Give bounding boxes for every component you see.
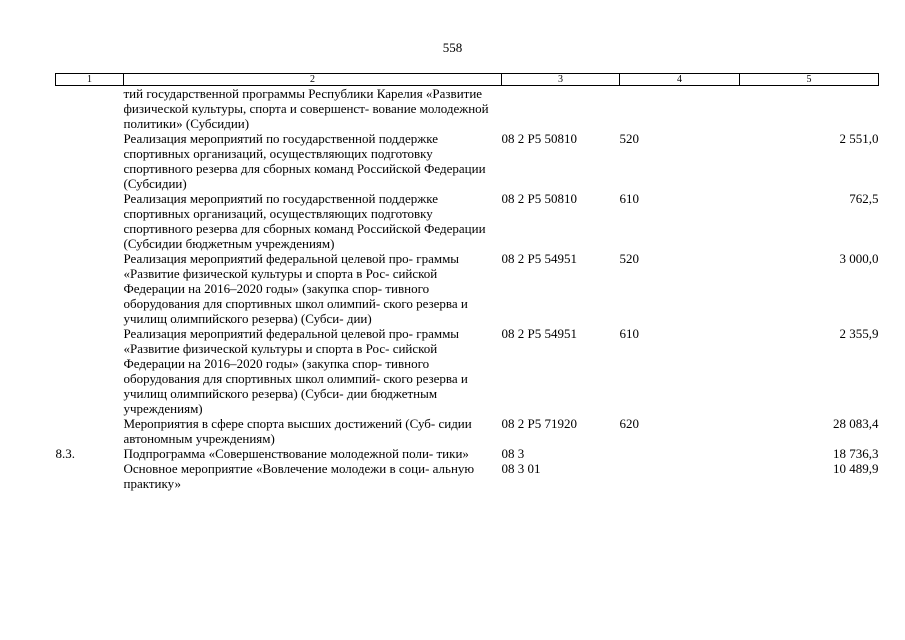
- col-header-5: 5: [740, 74, 879, 86]
- row-name: Мероприятия в сфере спорта высших достижений (Суб- сидии автономным учреждениям): [123, 416, 472, 446]
- row-amount: 18 736,3: [833, 446, 879, 461]
- row-amount: 2 355,9: [839, 326, 879, 341]
- row-code: 08 2 Р5 54951: [501, 251, 577, 266]
- row-type: [620, 461, 740, 491]
- row-amount: 762,5: [849, 191, 879, 206]
- row-type: 610: [619, 191, 639, 206]
- row-type: 520: [619, 131, 639, 146]
- row-type: 620: [619, 416, 639, 431]
- row-code: 08 2 Р5 54951: [501, 326, 577, 341]
- row-amount: 2 551,0: [839, 131, 879, 146]
- row-name: Основное мероприятие «Вовлечение молодежи в соци- альную практику»: [123, 461, 475, 491]
- page-number: 558: [442, 40, 463, 55]
- col-header-2: 2: [124, 74, 502, 86]
- row-type: [620, 446, 740, 461]
- table-header: [56, 74, 879, 86]
- row-type: 520: [619, 251, 639, 266]
- row-amount: 28 083,4: [833, 416, 879, 431]
- row-number: [56, 86, 124, 132]
- row-code: [502, 86, 620, 132]
- table-row: [56, 131, 879, 191]
- table-row: [56, 86, 879, 132]
- row-number: [56, 461, 124, 491]
- row-amount: 10 489,9: [833, 461, 879, 476]
- row-code: 08 2 Р5 50810: [501, 131, 577, 146]
- col-header-1: 1: [56, 74, 124, 86]
- row-name: Реализация мероприятий по государственной поддержке спортивных организаций, осуществляющих подготовку спортивного резерва для сборных команд Российской Федерации (Субсидии): [123, 131, 486, 191]
- row-number: [56, 326, 124, 416]
- row-code: 08 3 01: [501, 461, 541, 476]
- row-number: [56, 251, 124, 326]
- row-type: 610: [619, 326, 639, 341]
- row-number: [56, 416, 124, 446]
- row-number: [56, 131, 124, 191]
- row-number: [56, 191, 124, 251]
- table-row: [56, 416, 879, 446]
- table-row: [56, 326, 879, 416]
- col-header-3: 3: [502, 74, 620, 86]
- col-header-4: 4: [620, 74, 740, 86]
- row-amount: [740, 86, 879, 132]
- row-amount: 3 000,0: [839, 251, 879, 266]
- table-row: [56, 461, 879, 491]
- row-number: 8.3.: [55, 446, 75, 461]
- table-row: [56, 191, 879, 251]
- row-name: Реализация мероприятий федеральной целевой про- граммы «Развитие физической культуры и спорта в Рос- сийской Федерации на 2016–2020 годы» (закупка спор- тивного оборудования для спортивных школ олимпий- ского резерва и училищ олимпийского резерва) (Субси- дии бюджетным учреждениям): [123, 326, 468, 416]
- row-code: 08 2 Р5 71920: [501, 416, 577, 431]
- row-name: Подпрограмма «Совершенствование молодежной поли- тики»: [123, 446, 469, 461]
- table-row: [56, 446, 879, 461]
- budget-table: [55, 73, 879, 491]
- row-code: 08 3: [501, 446, 525, 461]
- row-name: Реализация мероприятий по государственной поддержке спортивных организаций, осуществляющих подготовку спортивного резерва для сборных команд Российской Федерации (Субсидии бюджетным учреждениям): [123, 191, 486, 251]
- row-type: [620, 86, 740, 132]
- row-name: Реализация мероприятий федеральной целевой про- граммы «Развитие физической культуры и спорта в Рос- сийской Федерации на 2016–2020 годы» (закупка спор- тивного оборудования для спортивных школ олимпий- ского резерва и училищ олимпийского резерва) (Субси- дии): [123, 251, 468, 326]
- row-code: 08 2 Р5 50810: [501, 191, 577, 206]
- row-name: тий государственной программы Республики Карелия «Развитие физической культуры, спорта и совершенст- вование молодежной политики» (Субсидии): [123, 86, 489, 131]
- table-row: [56, 251, 879, 326]
